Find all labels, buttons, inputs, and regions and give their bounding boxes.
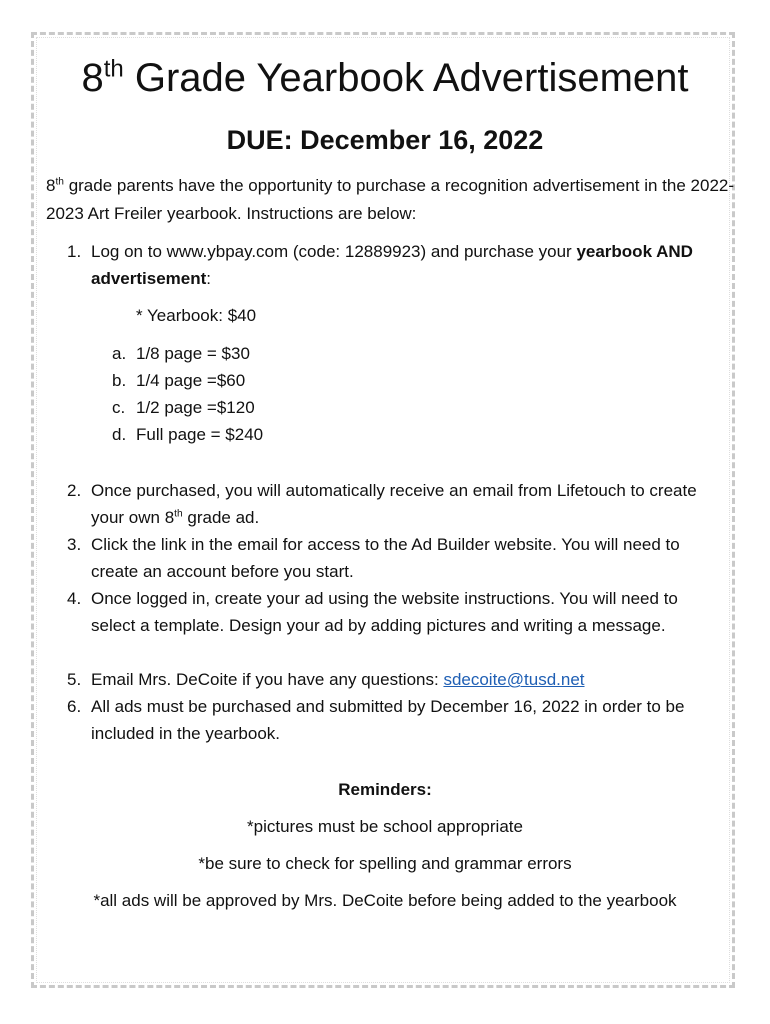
option-c: c. 1/2 page =$120 (112, 398, 255, 417)
option-b: b. 1/4 page =$60 (112, 371, 246, 390)
step-6: 6. All ads must be purchased and submitted by December 16, 2022 in order to be included in the yearbook. (67, 697, 685, 743)
email-link[interactable]: sdecoite@tusd.net (443, 670, 585, 689)
page-title: 8th Grade Yearbook Advertisement (81, 55, 689, 100)
option-d: d. Full page = $240 (112, 425, 264, 444)
reminder-item: *all ads will be approved by Mrs. DeCoite before being added to the yearbook (93, 891, 677, 910)
yearbook-price: * Yearbook: $40 (136, 306, 257, 325)
due-date: DUE: December 16, 2022 (226, 125, 544, 155)
option-a: a. 1/8 page = $30 (112, 344, 250, 363)
step-4: 4. Once logged in, create your ad using the website instructions. You will need to select a template. Design your ad by adding pictures and writing a message. (67, 589, 678, 635)
intro-paragraph: 8th grade parents have the opportunity to purchase a recognition advertisement in the 2022-2023 Art Freiler yearbook. Instructions are below: (46, 176, 735, 223)
reminder-item: *be sure to check for spelling and grammar errors (198, 854, 572, 873)
title-superscript: th (103, 55, 124, 83)
step-1: 1. Log on to www.ybpay.com (code: 12889923) and purchase your yearbook AND advertisement: (67, 242, 693, 288)
step-3: 3. Click the link in the email for access to the Ad Builder website. You will need to create an account before you start. (67, 535, 680, 581)
reminders-heading: Reminders: (338, 780, 432, 799)
reminder-item: *pictures must be school appropriate (247, 817, 523, 836)
step-2: 2. Once purchased, you will automatically receive an email from Lifetouch to create your own 8th grade ad. (67, 481, 697, 527)
step-5: 5. Email Mrs. DeCoite if you have any questions: sdecoite@tusd.net (67, 670, 585, 689)
